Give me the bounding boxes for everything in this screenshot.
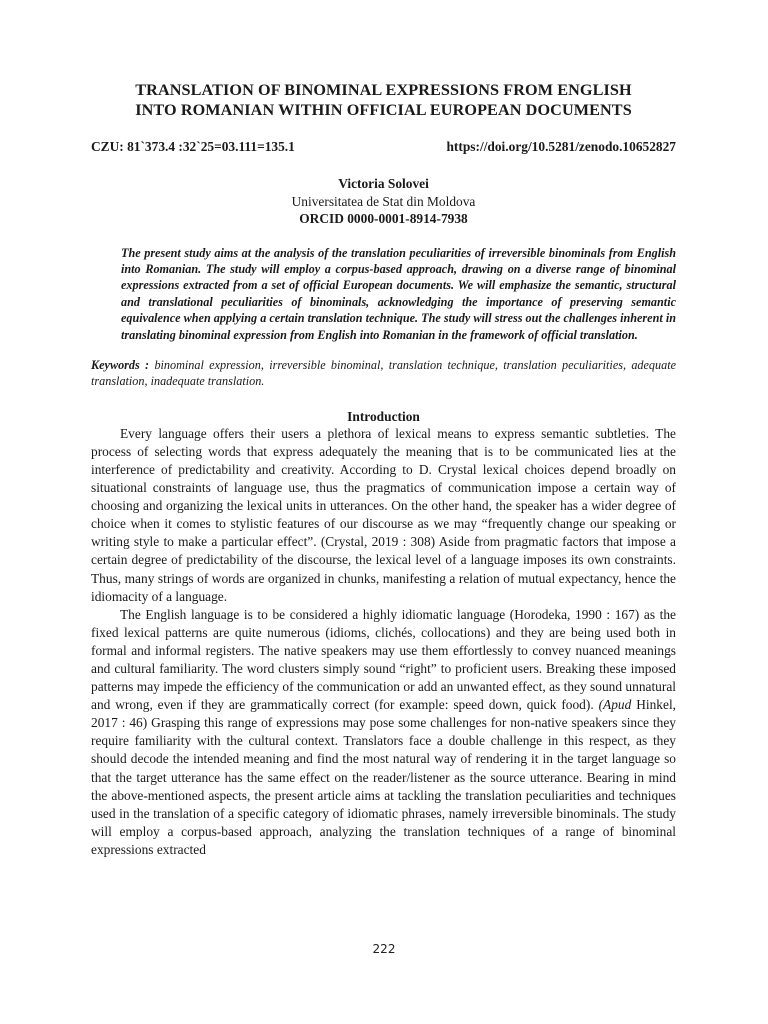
author-affiliation: Universitatea de Stat din Moldova [291,193,476,209]
page-number: 222 [372,942,396,956]
article-page [91,80,676,859]
body-paragraph-2 [91,606,676,859]
article-meta [91,138,676,155]
czu-code: CZU: 81`373.4 :32`25=03.111=135.1 [91,139,295,154]
section-heading-introduction: Introduction [347,408,420,424]
author-block [91,175,676,228]
title-line-1: TRANSLATION OF BINOMINAL EXPRESSIONS FROM ENGLISH [135,81,632,99]
para2-apud: (Apud [598,697,632,713]
author-orcid: ORCID 0000-0001-8914-7938 [299,211,468,226]
keywords [91,357,676,390]
doi-link[interactable]: https://doi.org/10.5281/zenodo.10652827 [446,139,676,154]
para2-part-2: Hinkel, 2017 : 46) Grasping this range of expressions may pose some challenges for non-native speakers since they require familiarity with the cultural context. Translators face a double challenge in this respect, as they should decode the intended meaning and find the most natural way of rendering it in the target language so that the target utterance has the same effect on the reader/listener as the source utterance. Bearing in mind the above-mentioned aspects, the present article aims at tackling the translation peculiarities and techniques used in the translation of a specific category of idiomatic phrases, namely irreversible binominals. The study will employ a corpus-based approach, analyzing the translation techniques of a range of binominal expressions extracted [91,697,677,857]
article-title [91,80,676,120]
para2-part-1: The English language is to be considered a highly idiomatic language (Horodeka, 1990 : 167) as the fixed lexical patterns are quite numerous (idioms, clichés, collocations) and they are being used both in formal and informal registers. The native speakers may use them effortlessly to convey nuanced meanings and cultural familiarity. The word clusters simply sound “right” to proficient users. Breaking these imposed patterns may impede the efficiency of the communication or add an unwanted effect, as they sound unnatural and wrong, even if they are grammatically correct (for example: speed down, quick food). [91,606,676,713]
title-line-2: INTO ROMANIAN WITHIN OFFICIAL EUROPEAN DOCUMENTS [135,101,632,119]
author-name: Victoria Solovei [338,176,429,191]
keywords-text: binominal expression, irreversible binominal, translation technique, translation peculiarities, adequate translation, inadequate translation. [91,357,676,389]
keywords-label: Keywords : [91,357,150,372]
body-paragraph-1: Every language offers their users a plethora of lexical means to express semantic subtleties. The process of selecting words that express adequately the meaning that is to be communicated lies at the interference of predictability and creativity. According to D. Crystal lexical choices depend broadly on situational constraints of language use, thus the pragmatics of communication impose a certain way of choosing and organizing the lexical units in utterances. On the other hand, the speaker has a wider degree of choice when it comes to stylistic features of our discourse as we may “frequently change our speaking or writing style to make a particular effect”. (Crystal, 2019 : 308) Aside from pragmatic factors that impose a certain degree of predictability of the discourse, the lexical level of a language imposes its own constraints. Thus, many strings of words are organized in chunks, manifesting a relation of mutual expectancy, hence the idiomacity of a language. [91,425,676,604]
abstract: The present study aims at the analysis of the translation peculiarities of irreversible binominals from English into Romanian. The study will employ a corpus-based approach, drawing on a diverse range of binominal expressions extracted from a set of official European documents. We will emphasize the semantic, structural and translational peculiarities of binominals, acknowledging the importance of preserving semantic equivalence when applying a certain translation technique. The study will stress out the challenges inherent in translating binominal expression from English into Romanian in the framework of official translation. [121,245,676,342]
